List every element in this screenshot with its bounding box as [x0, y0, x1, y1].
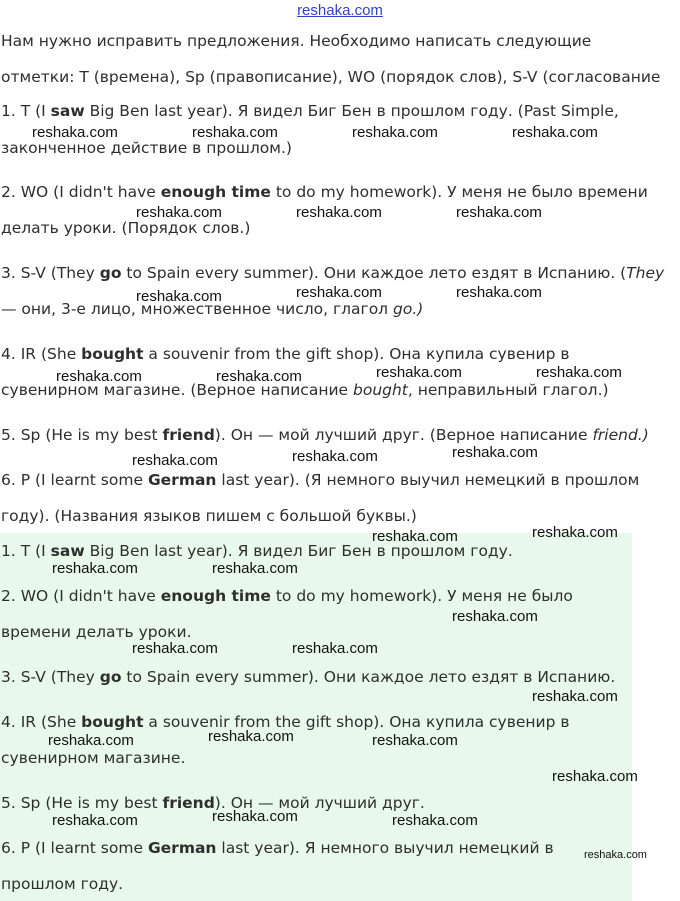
watermark: reshaka.com: [532, 688, 618, 705]
explanation-4-line-2: сувенирном магазине. (Верное написание bought, неправильный глагол.): [1, 381, 609, 399]
watermark: reshaka.com: [536, 364, 622, 381]
answer-1-line-1: 1. T (I saw Big Ben last year). Я видел Биг Бен в прошлом году.: [1, 542, 513, 560]
watermark: reshaka.com: [136, 204, 222, 221]
explanation-4-line-1: 4. IR (She bought a souvenir from the gift shop). Она купила сувенир в: [1, 345, 570, 363]
watermark: reshaka.com: [512, 124, 598, 141]
answer-2-line-1: 2. WO (I didn't have enough time to do my homework). У меня не было: [1, 587, 573, 605]
explanation-3-line-1: 3. S-V (They go to Spain every summer). Они каждое лето ездят в Испанию. (They: [1, 264, 665, 282]
watermark: reshaka.com: [56, 368, 142, 385]
answer-2-line-2: времени делать уроки.: [1, 623, 192, 641]
explanation-6-line-2: году). (Названия языков пишем с большой буквы.): [1, 507, 417, 525]
watermark: reshaka.com: [452, 444, 538, 461]
watermark: reshaka.com: [392, 812, 478, 829]
watermark: reshaka.com: [32, 124, 118, 141]
explanation-5-line-1: 5. Sp (He is my best friend). Он — мой лучший друг. (Верное написание friend.): [1, 426, 649, 444]
watermark: reshaka.com: [584, 849, 647, 861]
watermark: reshaka.com: [216, 368, 302, 385]
watermark: reshaka.com: [52, 560, 138, 577]
answer-4-line-1: 4. IR (She bought a souvenir from the gift shop). Она купила сувенир в: [1, 713, 570, 731]
watermark: reshaka.com: [212, 808, 298, 825]
explanation-6-line-1: 6. P (I learnt some German last year). (Я немного выучил немецкий в прошлом: [1, 471, 640, 489]
answer-5-line-1: 5. Sp (He is my best friend). Он — мой лучший друг.: [1, 794, 425, 812]
answer-6-line-2: прошлом году.: [1, 875, 124, 893]
watermark: reshaka.com: [456, 284, 542, 301]
watermark: reshaka.com: [456, 204, 542, 221]
watermark: reshaka.com: [372, 732, 458, 749]
watermark: reshaka.com: [212, 560, 298, 577]
watermark: reshaka.com: [292, 448, 378, 465]
watermark: reshaka.com: [552, 768, 638, 785]
intro-line-1: Нам нужно исправить предложения. Необходимо написать следующие: [1, 32, 592, 50]
watermark: reshaka.com: [136, 288, 222, 305]
explanation-2-line-1: 2. WO (I didn't have enough time to do my homework). У меня не было времени: [1, 183, 648, 201]
watermark: reshaka.com: [192, 124, 278, 141]
watermark: reshaka.com: [296, 204, 382, 221]
watermark: reshaka.com: [532, 524, 618, 541]
watermark: reshaka.com: [372, 528, 458, 545]
intro-line-2: отметки: T (времена), Sp (правописание), WO (порядок слов), S-V (согласование: [1, 68, 661, 86]
header-watermark-link[interactable]: reshaka.com: [297, 2, 383, 19]
explanation-1-line-1: 1. T (I saw Big Ben last year). Я видел Биг Бен в прошлом году. (Past Simple,: [1, 102, 619, 120]
answer-3-line-1: 3. S-V (They go to Spain every summer). Они каждое лето ездят в Испанию.: [1, 668, 616, 686]
watermark: reshaka.com: [376, 364, 462, 381]
answer-6-line-1: 6. P (I learnt some German last year). Я немного выучил немецкий в: [1, 839, 554, 857]
watermark: reshaka.com: [208, 728, 294, 745]
watermark: reshaka.com: [52, 812, 138, 829]
explanation-3-line-2: — они, 3-е лицо, множественное число, глагол go.): [1, 300, 424, 318]
watermark: reshaka.com: [292, 640, 378, 657]
explanation-1-line-2: законченное действие в прошлом.): [1, 139, 292, 157]
watermark: reshaka.com: [132, 640, 218, 657]
answer-4-line-2: сувенирном магазине.: [1, 749, 186, 767]
watermark: reshaka.com: [132, 452, 218, 469]
watermark: reshaka.com: [296, 284, 382, 301]
watermark: reshaka.com: [48, 732, 134, 749]
watermark: reshaka.com: [452, 608, 538, 625]
explanation-2-line-2: делать уроки. (Порядок слов.): [1, 219, 251, 237]
watermark: reshaka.com: [352, 124, 438, 141]
